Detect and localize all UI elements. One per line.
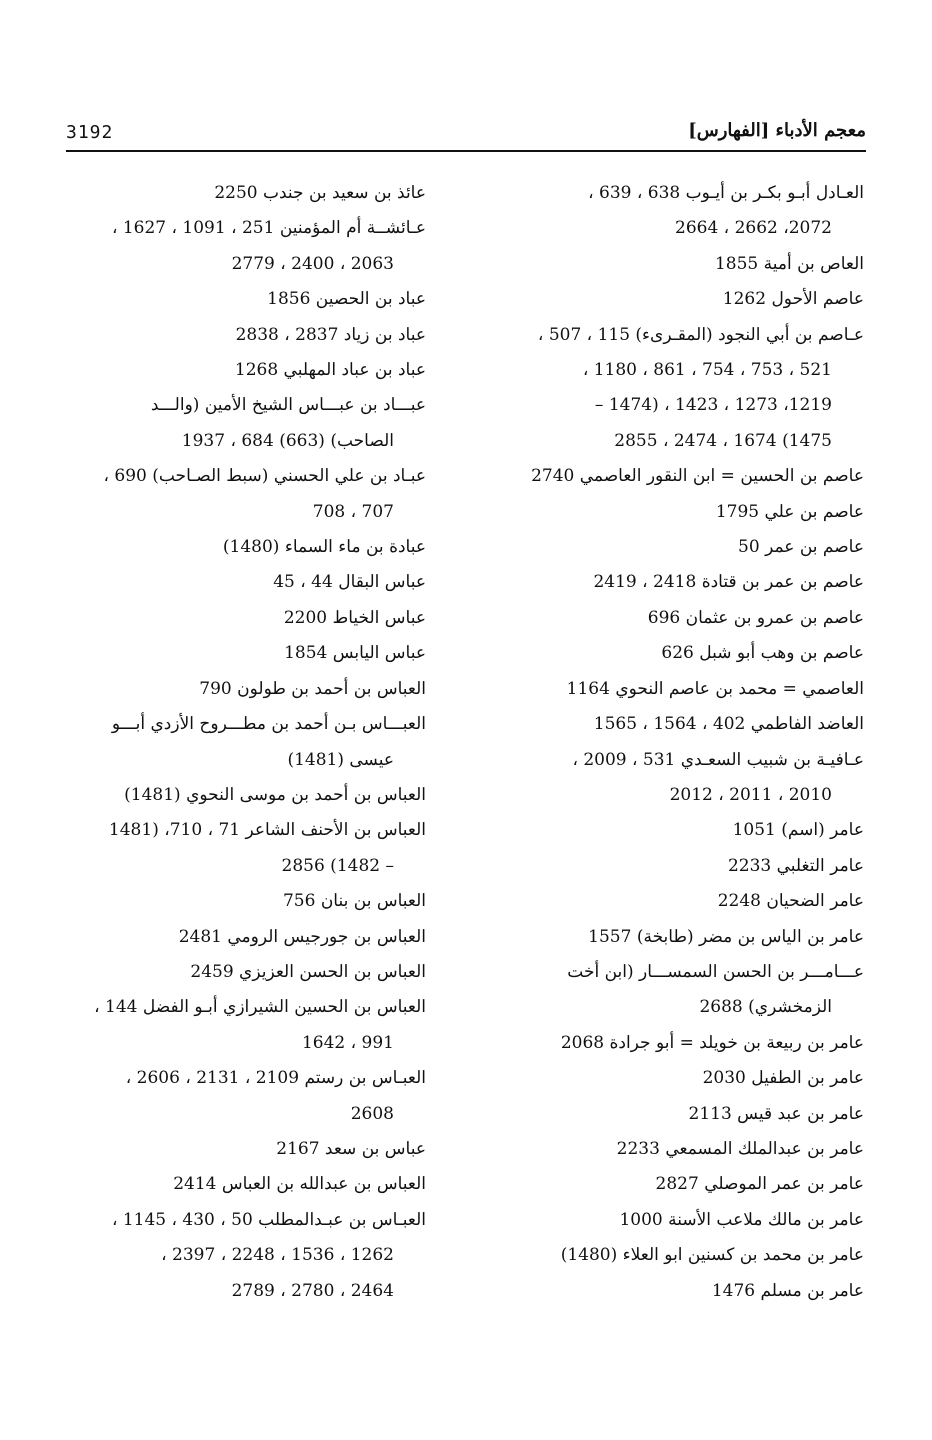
entry-line: العـادل أبـو بكـر بن أيـوب 638 ، 639 ، <box>588 183 864 203</box>
entry-line: عباس البقال 44 ، 45 <box>273 572 426 593</box>
index-entry <box>64 565 426 600</box>
entry-line: عـائشــة أم المؤمنين 251 ، 1091 ، 1627 ، <box>111 218 426 239</box>
index-entry <box>64 530 426 565</box>
entry-line: عاصم بن وهب أبو شبل 626 <box>661 643 864 664</box>
entry-line: عباس بن سعد 2167 <box>276 1138 426 1159</box>
entry-line: عباس اليابس 1854 <box>284 643 426 664</box>
index-entry <box>64 1167 426 1202</box>
index-entry <box>64 1061 426 1132</box>
index-entry <box>492 1132 864 1167</box>
entry-line: العباس بن بنان 756 <box>282 891 426 912</box>
index-entry <box>64 211 426 282</box>
entry-line: عبـــاد بن عبـــاس الشيخ الأمين (والـــد <box>150 395 426 416</box>
entry-continuation-line: 1262 ، 1536 ، 2248 ، 2397 ، <box>161 1245 394 1266</box>
index-entry <box>492 955 864 1026</box>
index-entry <box>492 1203 864 1238</box>
index-entry <box>492 565 864 600</box>
index-entry <box>492 601 864 636</box>
index-column-left <box>64 176 426 1309</box>
entry-line: عاصم بن عمر بن قتادة 2418 ، 2419 <box>593 572 864 593</box>
index-entry <box>64 955 426 990</box>
entry-line: العبـاس بن رستم 2109 ، 2131 ، 2606 ، <box>125 1068 426 1089</box>
page-number: 3192 <box>66 122 114 143</box>
entry-line: عاصم بن عمرو بن عثمان 696 <box>647 607 864 628</box>
index-entry <box>492 884 864 919</box>
index-entry <box>492 1274 864 1309</box>
entry-line: العبـــاس بـن أحمد بن مطـــروح الأزدي أبـــو <box>111 714 426 735</box>
index-entry <box>64 388 426 459</box>
entry-line: العباس بن الأحنف الشاعر 71 ، 710، (1481 <box>108 820 426 841</box>
entry-line: عـافيـة بن شبيب السعـدي 531 ، 2009 ، <box>572 749 864 770</box>
entry-continuation-line: عيسى (1481) <box>287 749 394 770</box>
index-entry <box>64 884 426 919</box>
index-entry <box>492 1238 864 1273</box>
index-entry <box>492 459 864 494</box>
index-entry <box>64 813 426 884</box>
entry-continuation-line: الزمخشري) 2688 <box>699 997 832 1018</box>
index-entry <box>492 530 864 565</box>
index-entry <box>492 282 864 317</box>
index-entry <box>64 920 426 955</box>
index-entry <box>64 990 426 1061</box>
index-entry <box>64 282 426 317</box>
index-entry <box>64 707 426 778</box>
index-entry <box>492 1026 864 1061</box>
page-header <box>66 116 866 152</box>
entry-line: العباس بن أحمد بن موسى النحوي (1481) <box>124 784 426 805</box>
entry-continuation-line: – 1482) 2856 <box>281 855 394 876</box>
index-entry <box>492 672 864 707</box>
entry-line: عامر بن الطفيل 2030 <box>702 1068 864 1089</box>
entry-line: عاصم الأحول 1262 <box>722 289 864 310</box>
entry-line: عامر بن عبد قيس 2113 <box>688 1103 864 1124</box>
entry-line: العاصمي = محمد بن عاصم النحوي 1164 <box>566 678 864 699</box>
entry-continuation-line: 991 ، 1642 <box>301 1032 394 1053</box>
entry-line: عامر بن عمر الموصلي 2827 <box>655 1174 864 1195</box>
entry-line: عامر الضحيان 2248 <box>717 891 864 912</box>
entry-line: عباس الخياط 2200 <box>283 607 426 628</box>
index-entry <box>64 1132 426 1167</box>
index-entry <box>492 1061 864 1096</box>
entry-line: عامر بن ربيعة بن خويلد = أبو جرادة 2068 <box>560 1032 864 1053</box>
index-entry <box>64 353 426 388</box>
entry-continuation-line: الصاحب) (663) 684 ، 1937 <box>181 430 394 451</box>
entry-line: عامر بن الياس بن مضر (طابخة) 1557 <box>588 926 864 947</box>
entry-line: عـــامـــر بن الحسن السمســـار (ابن أخت <box>567 961 864 982</box>
running-title: معجم الأدباء [الفهارس] <box>688 120 866 141</box>
entry-line: العاضد الفاطمي 402 ، 1564 ، 1565 <box>593 714 864 735</box>
entry-line: عاصم بن علي 1795 <box>715 501 864 522</box>
entry-line: عباد بن عباد المهلبي 1268 <box>234 360 426 381</box>
index-entry <box>492 495 864 530</box>
index-entry <box>64 601 426 636</box>
entry-line: عائذ بن سعيد بن جندب 2250 <box>214 183 426 203</box>
entry-continuation-line: 1475) 1674 ، 2474 ، 2855 <box>614 430 832 451</box>
entry-line: العباس بن جورجيس الرومي 2481 <box>178 926 426 947</box>
index-entry <box>64 672 426 707</box>
index-entry <box>492 1097 864 1132</box>
index-entry <box>492 743 864 814</box>
entry-line: عامر (اسم) 1051 <box>732 820 864 841</box>
entry-continuation-line: 2010 ، 2011 ، 2012 <box>669 784 832 805</box>
index-entry <box>492 1167 864 1202</box>
entry-line: عبادة بن ماء السماء (1480) <box>222 537 426 558</box>
entry-line: العباس بن الحسين الشيرازي أبـو الفضل 144 ، <box>94 997 426 1018</box>
index-entry <box>64 318 426 353</box>
entry-line: العاص بن أمية 1855 <box>714 253 864 274</box>
entry-line: عـاصم بن أبي النجود (المقـرىء) 115 ، 507 ، <box>537 324 864 345</box>
entry-line: العبـاس بن عبـدالمطلب 50 ، 430 ، 1145 ، <box>111 1209 426 1230</box>
entry-continuation-line: 1219، 1273 ، 1423 ، (1474 – <box>594 395 832 416</box>
entry-line: عباد بن الحصين 1856 <box>267 289 426 310</box>
entry-continuation-line: 2072، 2662 ، 2664 <box>675 218 832 239</box>
entry-continuation-line: 2063 ، 2400 ، 2779 <box>231 253 394 274</box>
entry-line: عامر بن عبدالملك المسمعي 2233 <box>616 1138 864 1159</box>
entry-line: عاصم بن عمر 50 <box>738 537 864 558</box>
entry-line: العباس بن أحمد بن طولون 790 <box>199 678 426 699</box>
index-entry <box>492 176 864 247</box>
index-entry <box>492 318 864 460</box>
entry-continuation-line: 707 ، 708 <box>312 501 394 522</box>
index-entry <box>64 636 426 671</box>
index-column-right <box>492 176 864 1309</box>
index-entry <box>492 813 864 848</box>
entry-line: عامر بن مسلم 1476 <box>711 1280 864 1301</box>
index-entry <box>64 459 426 530</box>
entry-continuation-line: 521 ، 753 ، 754 ، 861 ، 1180 ، <box>582 360 832 381</box>
entry-line: عبـاد بن علي الحسني (سبط الصـاحب) 690 ، <box>103 466 426 487</box>
entry-line: العباس بن عبدالله بن العباس 2414 <box>173 1174 426 1195</box>
entry-line: عامر بن مالك ملاعب الأسنة 1000 <box>619 1209 864 1230</box>
index-entry <box>64 176 426 211</box>
index-entry <box>492 920 864 955</box>
index-entry <box>492 707 864 742</box>
index-entry <box>64 1203 426 1309</box>
entry-line: عباد بن زياد 2837 ، 2838 <box>235 324 426 345</box>
index-entry <box>64 778 426 813</box>
entry-line: عامر بن محمد بن كسنين ابو العلاء (1480) <box>560 1245 864 1266</box>
index-entry <box>492 636 864 671</box>
entry-line: العباس بن الحسن العزيزي 2459 <box>190 961 426 982</box>
entry-continuation-line: 2608 <box>350 1103 394 1124</box>
entry-line: عامر التغلبي 2233 <box>727 855 864 876</box>
index-entry <box>492 247 864 282</box>
index-entry <box>492 849 864 884</box>
entry-continuation-line: 2464 ، 2780 ، 2789 <box>231 1280 394 1301</box>
entry-line: عاصم بن الحسين = ابن النقور العاصمي 2740 <box>531 466 864 487</box>
